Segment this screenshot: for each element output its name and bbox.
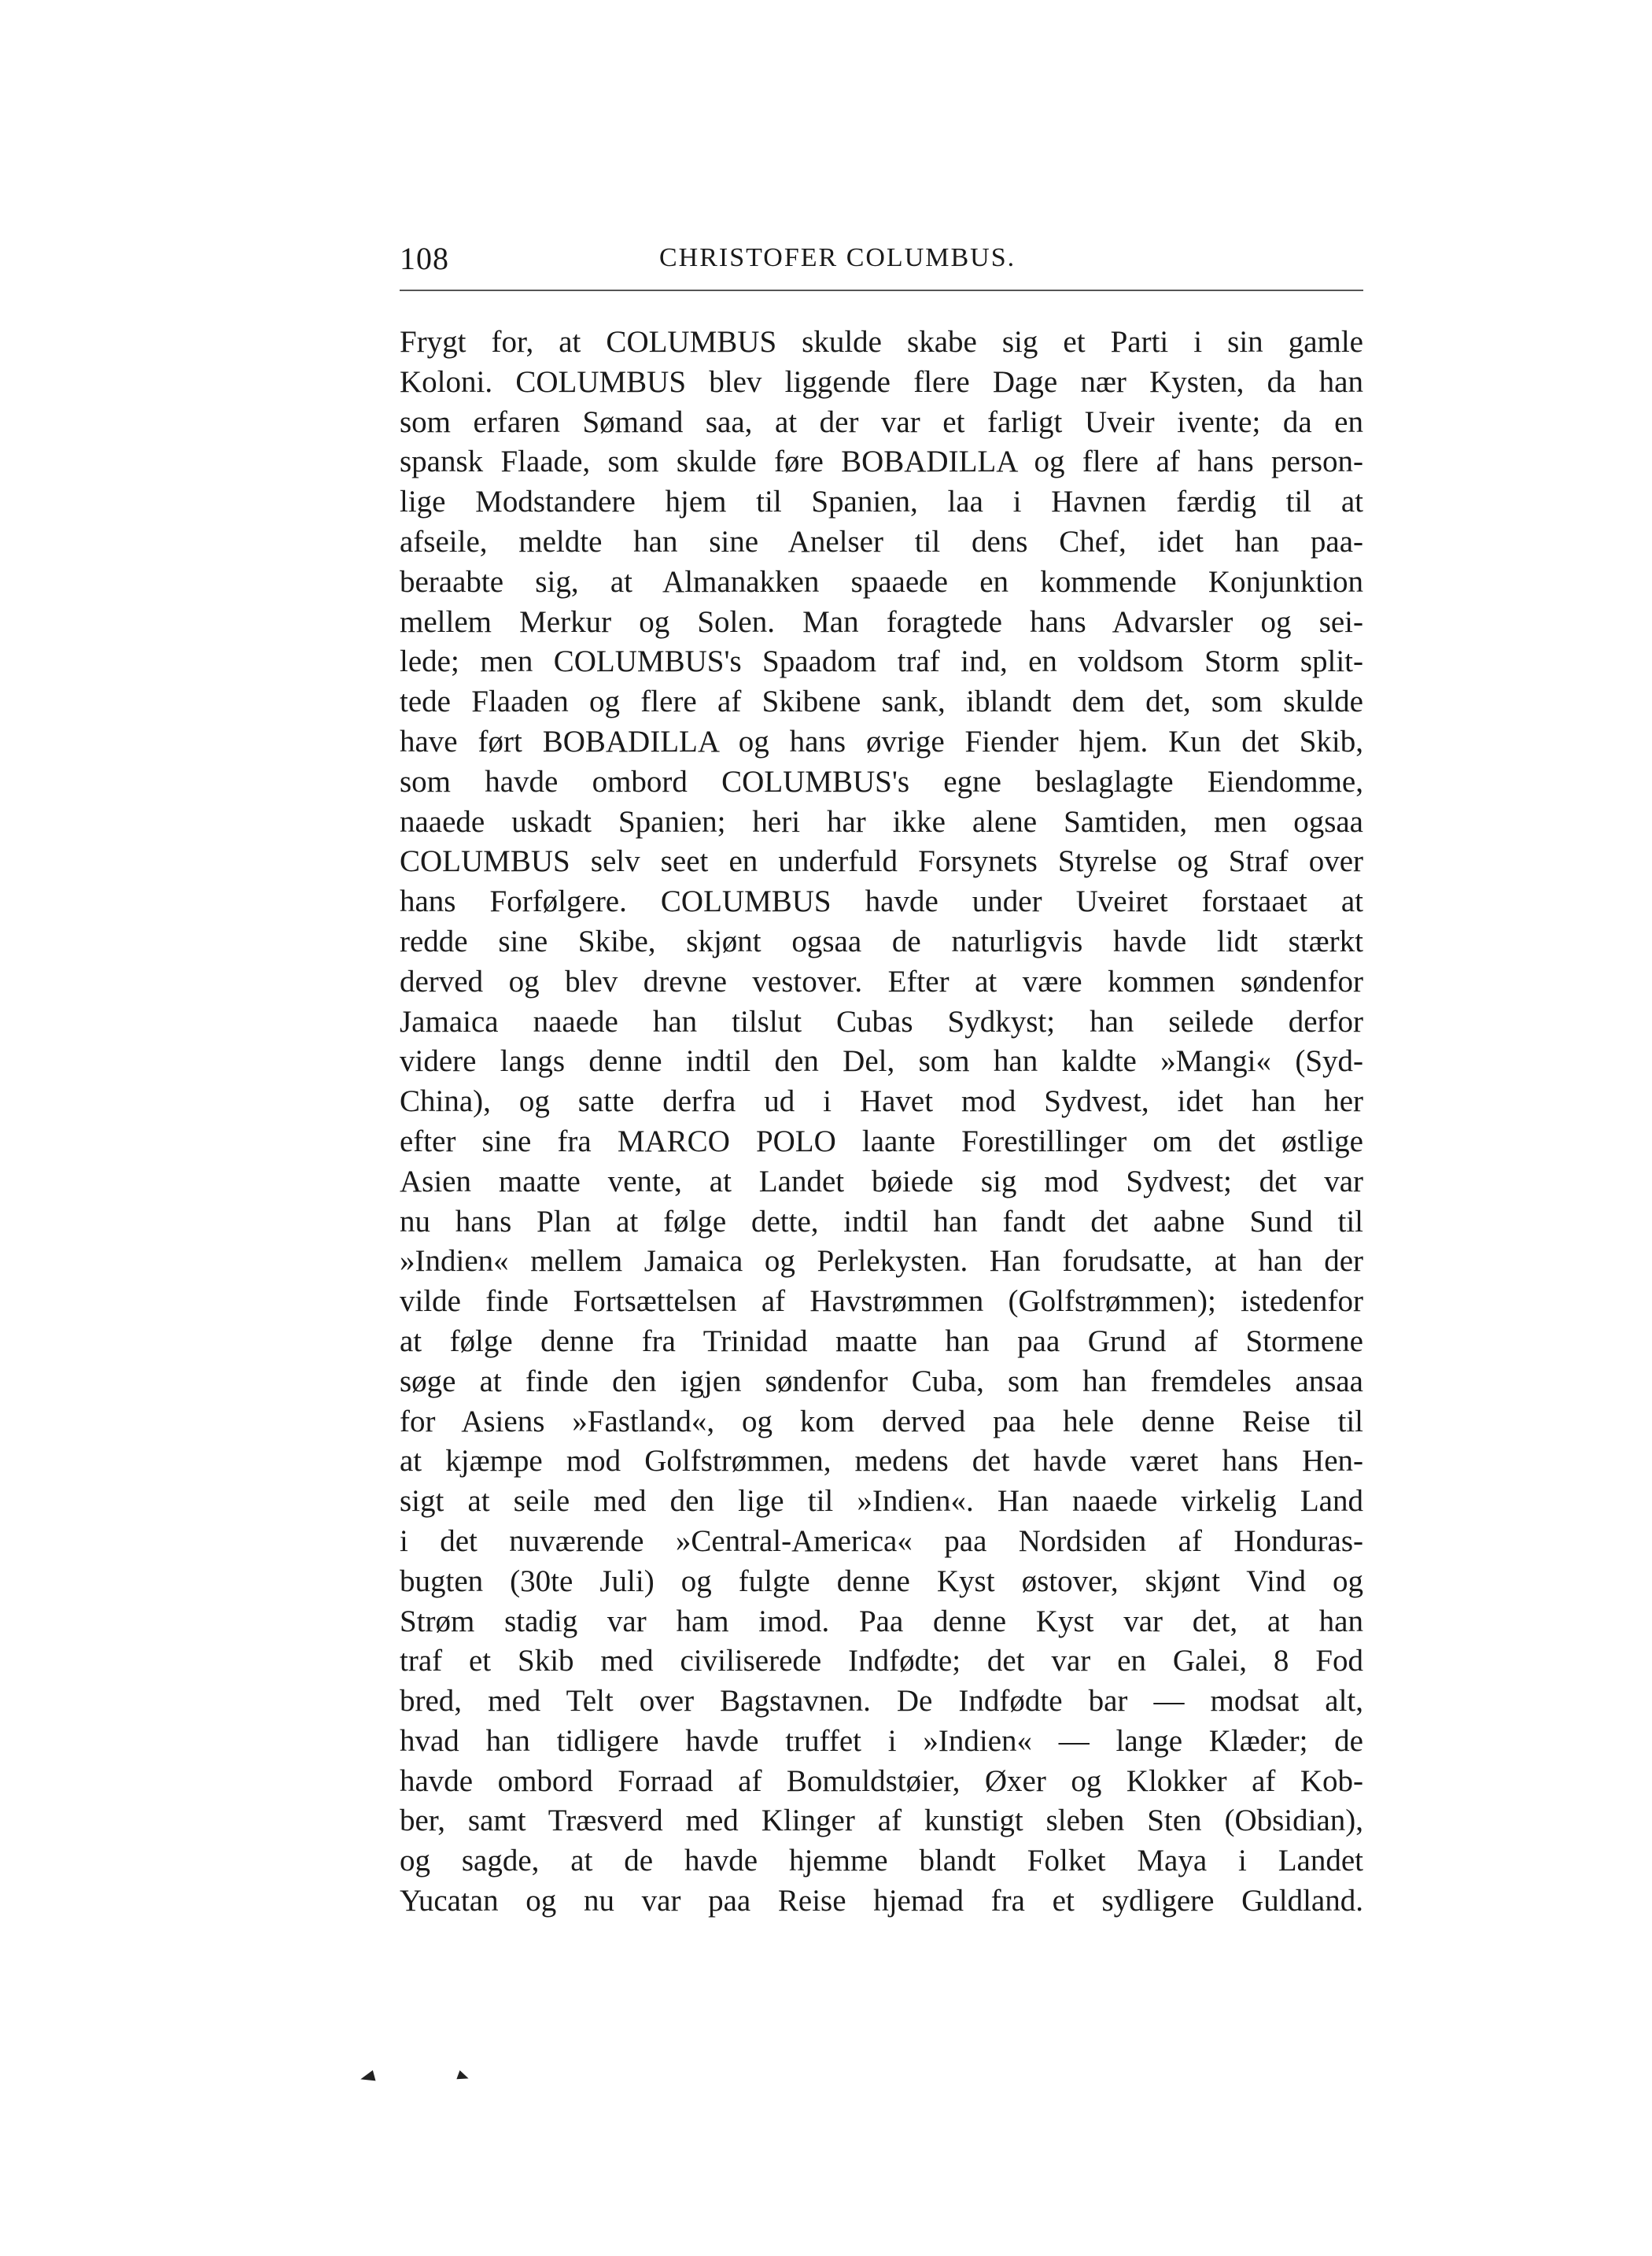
text-line: bugten (30te Juli) og fulgte denne Kyst østover, skjønt Vind og	[400, 1564, 1363, 1598]
body-text	[400, 323, 1363, 1922]
text-line: hvad han tidligere havde truffet i »Indien« — lange Klæder; de	[400, 1723, 1363, 1758]
text-line: naaede uskadt Spanien; heri har ikke alene Samtiden, men ogsaa	[400, 804, 1363, 839]
text-line: derved og blev drevne vestover. Efter at være kommen søndenfor	[400, 964, 1363, 999]
text-line: COLUMBUS selv seet en underfuld Forsynets Styrelse og Straf over	[400, 844, 1363, 879]
text-line: og sagde, at de havde hjemme blandt Folket Maya i Landet	[400, 1844, 1363, 1878]
text-line: spansk Flaade, som skulde føre BOBADILLA og flere af hans person-	[400, 445, 1363, 479]
text-line: Frygt for, at COLUMBUS skulde skabe sig et Parti i sin gamle	[400, 325, 1363, 359]
text-line: i det nuværende »Central-America« paa Nordsiden af Honduras-	[400, 1523, 1363, 1558]
text-line: at kjæmpe mod Golfstrømmen, medens det havde været hans Hen-	[400, 1444, 1363, 1479]
text-line: afseile, meldte han sine Anelser til dens Chef, idet han paa-	[400, 524, 1363, 559]
text-line: efter sine fra MARCO POLO laante Forestillinger om det østlige	[400, 1124, 1363, 1158]
text-line: nu hans Plan at følge dette, indtil han fandt det aabne Sund til	[400, 1204, 1363, 1239]
text-line: at følge denne fra Trinidad maatte han paa Grund af Stormene	[400, 1324, 1363, 1358]
text-line: redde sine Skibe, skjønt ogsaa de naturligvis havde lidt stærkt	[400, 924, 1363, 958]
printer-mark-left-icon	[359, 2070, 375, 2084]
printer-mark-right-icon	[456, 2070, 470, 2083]
text-line: Yucatan og nu var paa Reise hjemad fra et sydligere Guldland.	[400, 1884, 1363, 1918]
text-line: tede Flaaden og flere af Skibene sank, iblandt dem det, som skulde	[400, 685, 1363, 719]
text-line: China), og satte derfra ud i Havet mod Sydvest, idet han her	[400, 1084, 1363, 1119]
running-title: CHRISTOFER COLUMBUS.	[659, 243, 1016, 272]
text-line: Jamaica naaede han tilslut Cubas Sydkyst; han seilede derfor	[400, 1004, 1363, 1039]
text-line: som havde ombord COLUMBUS's egne beslaglagte Eiendomme,	[400, 764, 1363, 799]
text-line: lede; men COLUMBUS's Spaadom traf ind, en voldsom Storm split-	[400, 644, 1363, 679]
text-line: »Indien« mellem Jamaica og Perlekysten. Han forudsatte, at han der	[400, 1244, 1363, 1279]
text-line: Strøm stadig var ham imod. Paa denne Kyst var det, at han	[400, 1604, 1363, 1638]
text-line: have ført BOBADILLA og hans øvrige Fiender hjem. Kun det Skib,	[400, 724, 1363, 759]
text-line: vilde finde Fortsættelsen af Havstrømmen (Golfstrømmen); istedenfor	[400, 1284, 1363, 1319]
text-line: bred, med Telt over Bagstavnen. De Indfødte bar — modsat alt,	[400, 1684, 1363, 1719]
page-number: 108	[400, 241, 449, 276]
text-line: lige Modstandere hjem til Spanien, laa i Havnen færdig til at	[400, 485, 1363, 519]
text-line: hans Forfølgere. COLUMBUS havde under Uveiret forstaaet at	[400, 884, 1363, 919]
text-line: mellem Merkur og Solen. Man foragtede hans Advarsler og sei-	[400, 604, 1363, 639]
text-line: Koloni. COLUMBUS blev liggende flere Dage nær Kysten, da han	[400, 364, 1363, 399]
text-line: havde ombord Forraad af Bomuldstøier, Øxer og Klokker af Kob-	[400, 1763, 1363, 1798]
text-line: videre langs denne indtil den Del, som han kaldte »Mangi« (Syd-	[400, 1044, 1363, 1079]
text-line: traf et Skib med civiliserede Indfødte; det var en Galei, 8 Fod	[400, 1644, 1363, 1678]
text-line: søge at finde den igjen søndenfor Cuba, som han fremdeles ansaa	[400, 1364, 1363, 1398]
text-line: for Asiens »Fastland«, og kom derved paa hele denne Reise til	[400, 1404, 1363, 1438]
text-line: beraabte sig, at Almanakken spaaede en kommende Konjunktion	[400, 564, 1363, 599]
page-header	[400, 240, 1363, 287]
header-rule	[400, 290, 1363, 291]
text-line: sigt at seile med den lige til »Indien«. Han naaede virkelig Land	[400, 1484, 1363, 1519]
text-line: ber, samt Træsverd med Klinger af kunstigt sleben Sten (Obsidian),	[400, 1804, 1363, 1838]
text-line: Asien maatte vente, at Landet bøiede sig mod Sydvest; det var	[400, 1164, 1363, 1198]
text-line: som erfaren Sømand saa, at der var et farligt Uveir ivente; da en	[400, 404, 1363, 439]
